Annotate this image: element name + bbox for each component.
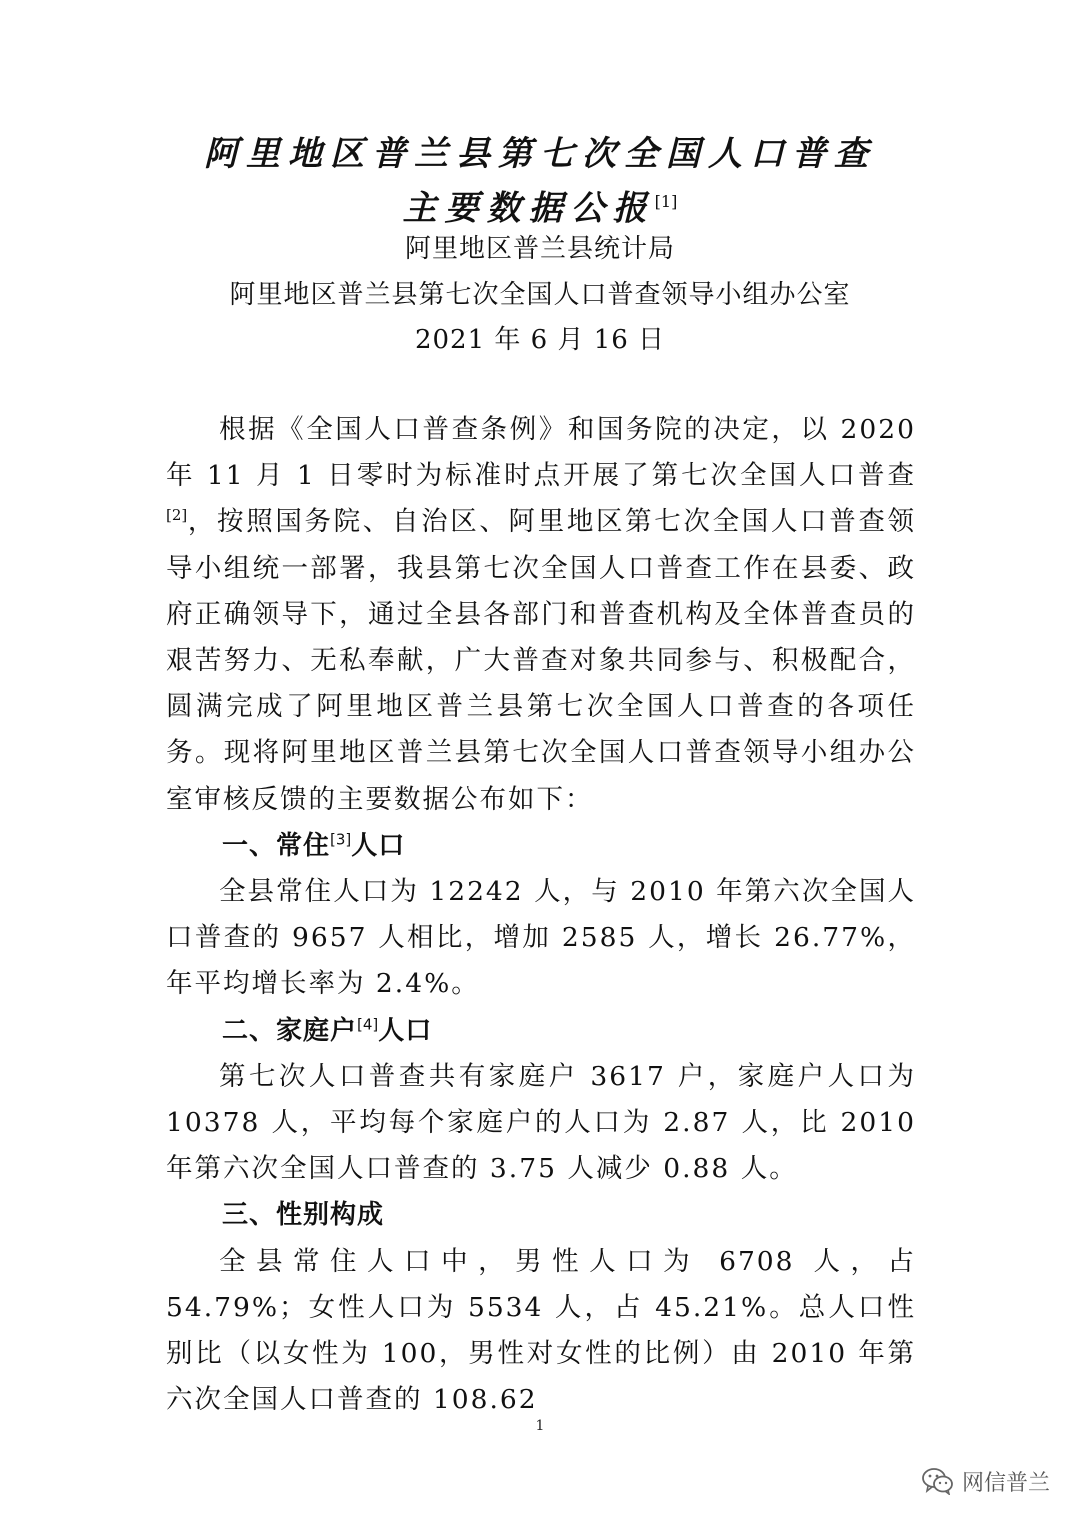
issuer-office: 阿里地区普兰县第七次全国人口普查领导小组办公室 — [229, 280, 851, 310]
section-paragraph-gender-structure: 全县常住人口中，男性人口为 6708 人，占 54.79%；女性人口为 5534 人，占 45.21%。总人口性别比（以女性为 100，男性对女性的比例）由 2010 年第六次全国人口普查的 108.62 — [166, 1245, 916, 1416]
document-body — [166, 407, 916, 1423]
title-footnote-ref[interactable]: [1] — [654, 192, 678, 211]
document-title-line2: 主要数据公报[1] — [402, 188, 678, 229]
page-number: 1 — [535, 1418, 545, 1434]
wechat-icon — [922, 1467, 954, 1495]
section-paragraph-household-population: 第七次人口普查共有家庭户 3617 户，家庭户人口为 10378 人，平均每个家庭户的人口为 2.87 人，比 2010 年第六次全国人口普查的 3.75 人减少 0.88 人。 — [166, 1060, 916, 1185]
section-heading-gender-structure: 三、性别构成 — [222, 1200, 385, 1231]
watermark-text: 网信普兰 — [961, 1470, 1050, 1496]
document-title-line1: 阿里地区普兰县第七次全国人口普查 — [204, 134, 876, 174]
section1-footnote-ref[interactable]: [3] — [330, 830, 352, 849]
intro-footnote-ref[interactable]: [2] — [166, 506, 188, 525]
wechat-watermark — [922, 1463, 1050, 1499]
section-heading-household-population: 二、家庭户[4]人口 — [222, 1014, 433, 1046]
section-paragraph-resident-population: 全县常住人口为 12242 人，与 2010 年第六次全国人口普查的 9657 人相比，增加 2585 人，增长 26.77%，年平均增长率为 2.4%。 — [166, 876, 916, 1000]
section-heading-resident-population: 一、常住[3]人口 — [222, 830, 406, 861]
issuer-bureau: 阿里地区普兰县统计局 — [404, 234, 675, 264]
intro-paragraph: 根据《全国人口普查条例》和国务院的决定，以 2020 年 11 月 1 日零时为标准时点开展了第七次全国人口普查[2]，按照国务院、自治区、阿里地区第七次全国人口普查领导小组统一部署，我县第七次全国人口普查工作在县委、政府正确领导下，通过全县各部门和普查机构及全体普查员的艰苦努力、无私奉献，广大普查对象共同参与、积极配合，圆满完成了阿里地区普兰县第七次全国人口普查的各项任务。现将阿里地区普兰县第七次全国人口普查领导小组办公室审核反馈的主要数据公布如下： — [166, 414, 916, 815]
issue-date: 2021 年 6 月 16 日 — [414, 325, 666, 355]
section2-footnote-ref[interactable]: [4] — [357, 1014, 379, 1033]
